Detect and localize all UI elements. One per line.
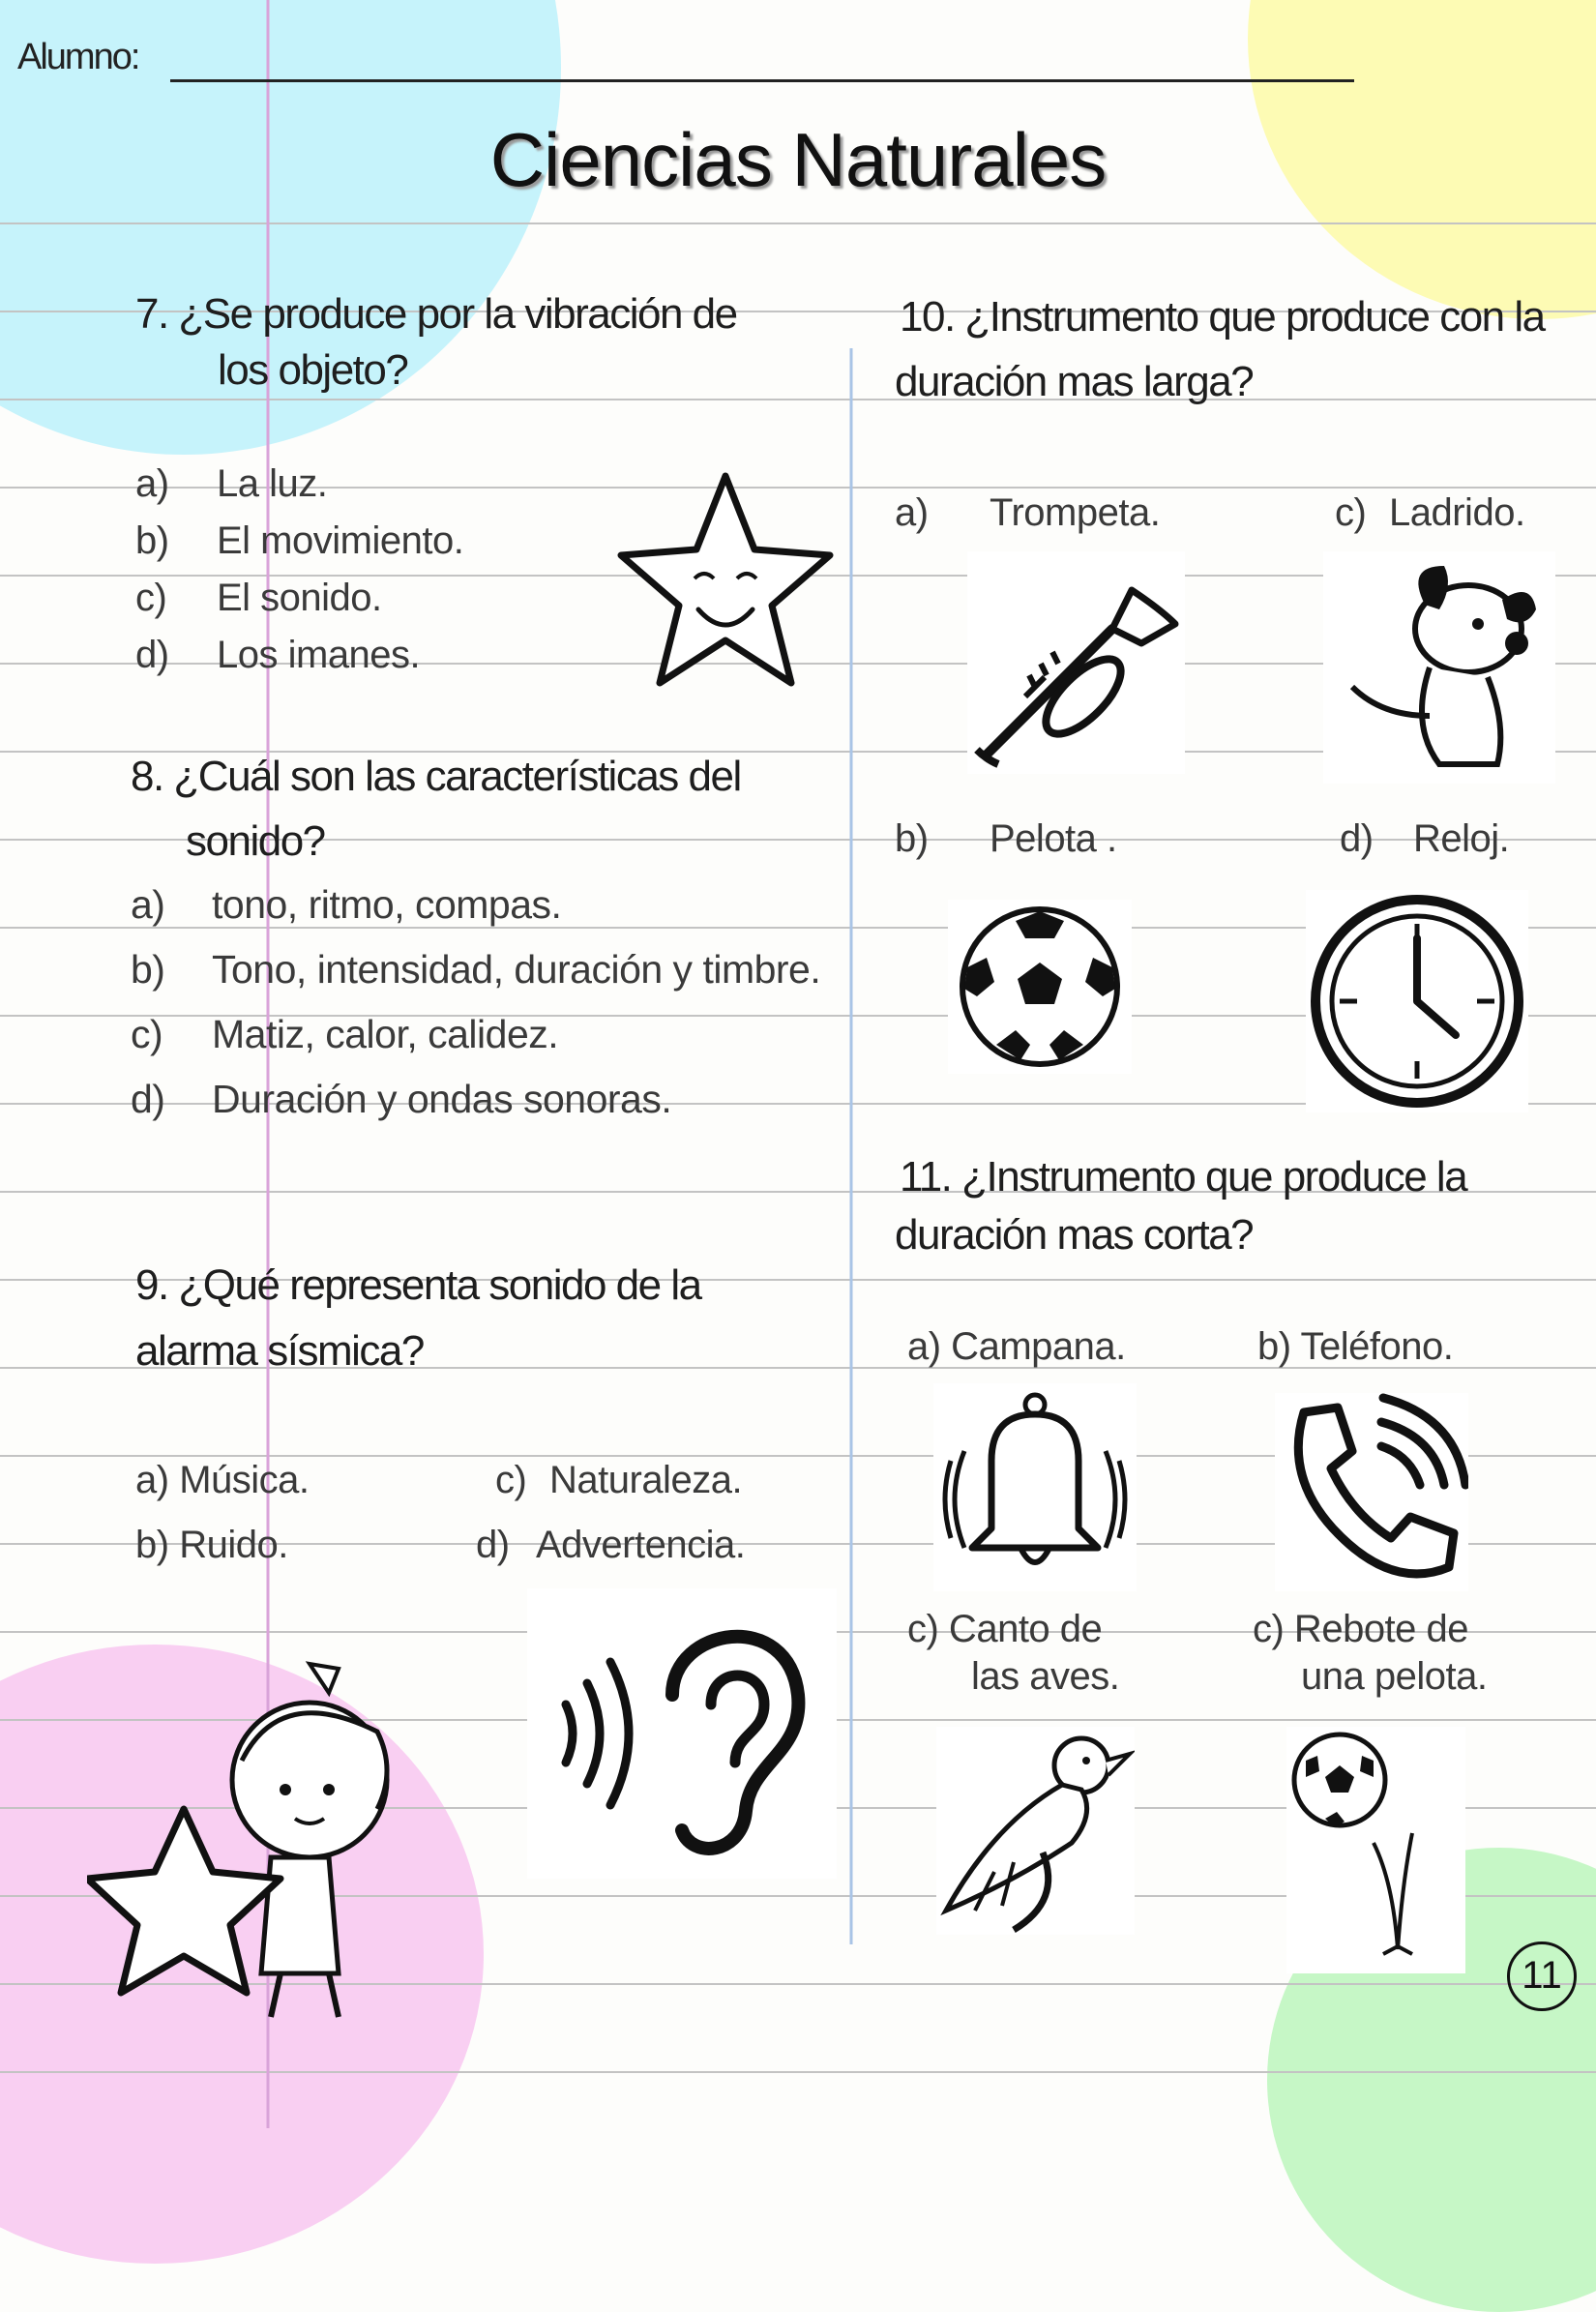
student-name-row: [17, 37, 138, 78]
option-line1: c) Canto de: [907, 1608, 1103, 1650]
q9-option-a[interactable]: [135, 1459, 310, 1502]
option-text: El sonido.: [217, 577, 382, 619]
option-letter: a): [135, 462, 169, 505]
option-letter: b): [135, 519, 169, 562]
option-letter: d): [135, 634, 169, 676]
option-text: Naturaleza.: [549, 1459, 743, 1501]
q11-option-c[interactable]: [907, 1608, 1119, 1699]
q8-option-b[interactable]: [131, 947, 820, 993]
q8-option-a[interactable]: [131, 882, 561, 928]
q8-question-line1: 8. ¿Cuál son las características del: [131, 753, 741, 800]
q7-option-a[interactable]: [135, 462, 327, 506]
option-letter: a): [895, 491, 929, 534]
page-number-text: 11: [1522, 1954, 1562, 1997]
q10-option-b[interactable]: [895, 817, 1117, 861]
option-text: Trompeta.: [990, 491, 1161, 534]
q10-question-line2: duración mas larga?: [895, 358, 1254, 405]
soccer-ball-icon: [948, 900, 1132, 1074]
q9-option-c[interactable]: [495, 1459, 742, 1502]
option-text: Reloj.: [1413, 817, 1510, 860]
page-number: [1507, 1941, 1577, 2011]
q7-option-b[interactable]: [135, 519, 463, 563]
option-text: El movimiento.: [217, 519, 464, 562]
q10-option-c[interactable]: [1335, 491, 1525, 535]
option-letter: a): [131, 882, 165, 927]
q9-question-line2: alarma sísmica?: [135, 1327, 424, 1375]
q9-option-d[interactable]: [476, 1524, 745, 1567]
option-line1: c) Rebote de: [1253, 1608, 1469, 1650]
option-letter: b): [135, 1524, 169, 1566]
option-text: Matiz, calor, calidez.: [212, 1012, 559, 1056]
option-letter: b): [131, 947, 165, 992]
phone-icon: [1275, 1393, 1468, 1591]
option-letter: d): [131, 1077, 165, 1121]
q9-question-line1: 9. ¿Qué representa sonido de la: [135, 1261, 701, 1309]
option-letter: b): [895, 817, 929, 860]
clock-icon: [1306, 890, 1528, 1112]
q10-option-a[interactable]: [895, 491, 1160, 535]
trumpet-icon: [967, 551, 1185, 774]
q11-option-d[interactable]: [1253, 1608, 1487, 1699]
girl-with-star-illustration: [87, 1645, 435, 2031]
option-letter: d): [476, 1524, 510, 1566]
option-line2: las aves.: [971, 1655, 1120, 1698]
q8-option-c[interactable]: [131, 1012, 558, 1057]
q8-question-line2: sonido?: [186, 817, 325, 865]
option-text: tono, ritmo, compas.: [212, 882, 562, 927]
q11-question-line2: duración mas corta?: [895, 1211, 1254, 1259]
q11-option-b[interactable]: b) Teléfono.: [1257, 1325, 1454, 1368]
smiling-star-icon: [609, 464, 842, 697]
q7-question-line1: 7. ¿Se produce por la vibración de: [135, 290, 737, 338]
option-text: Música.: [179, 1459, 310, 1501]
option-text: Ruido.: [179, 1524, 288, 1566]
option-line2: una pelota.: [1301, 1655, 1488, 1698]
q7-question-line2: los objeto?: [218, 346, 408, 394]
option-letter: d): [1340, 817, 1374, 860]
bird-icon: [936, 1727, 1135, 1935]
option-text: Duración y ondas sonoras.: [212, 1077, 672, 1121]
option-letter: c): [131, 1012, 163, 1056]
option-text: Los imanes.: [217, 634, 421, 676]
q11-question-line1: 11. ¿Instrumento que produce la: [900, 1153, 1467, 1200]
q10-question-line1: 10. ¿Instrumento que produce con la: [900, 293, 1545, 341]
option-text: Ladrido.: [1389, 491, 1525, 534]
page-title: Ciencias Naturales: [489, 117, 1107, 202]
student-label: Alumno:: [17, 37, 139, 77]
ear-sound-icon: [527, 1588, 837, 1879]
student-name-field[interactable]: [170, 79, 1354, 82]
q7-option-d[interactable]: [135, 634, 420, 677]
option-text: La luz.: [217, 462, 328, 505]
option-text: Tono, intensidad, duración y timbre.: [212, 947, 821, 992]
q11-option-a[interactable]: a) Campana.: [907, 1325, 1126, 1368]
q9-option-b[interactable]: [135, 1524, 288, 1567]
dog-icon: [1323, 551, 1555, 784]
option-letter: a): [135, 1459, 169, 1501]
option-letter: c): [495, 1459, 527, 1501]
option-letter: c): [135, 577, 167, 619]
option-letter: c): [1335, 491, 1367, 534]
option-text: Advertencia.: [536, 1524, 746, 1566]
option-text: Pelota .: [990, 817, 1117, 860]
q7-option-c[interactable]: [135, 577, 382, 620]
bouncing-ball-icon: [1286, 1727, 1465, 1973]
bell-icon: [933, 1383, 1137, 1591]
q10-option-d[interactable]: [1340, 817, 1509, 861]
q8-option-d[interactable]: [131, 1077, 671, 1122]
